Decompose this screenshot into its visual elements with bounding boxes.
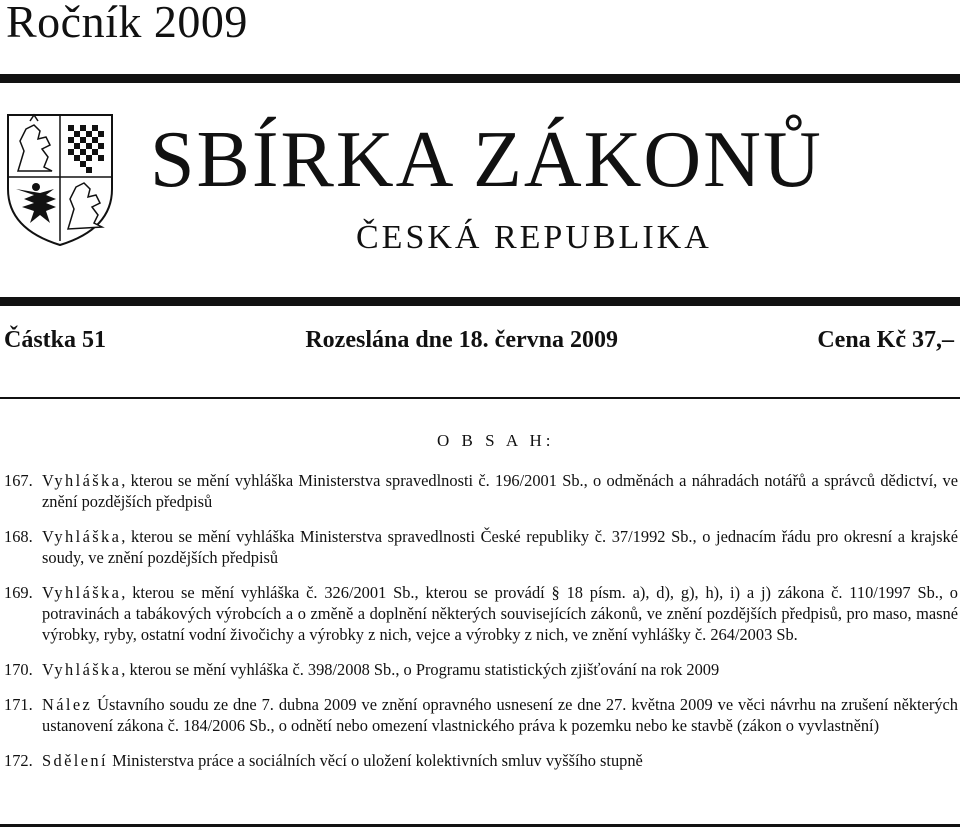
- issue-part: Částka 51: [4, 327, 107, 353]
- contents-heading: O B S A H:: [437, 431, 555, 450]
- item-kind: Vyhláška: [42, 583, 122, 602]
- item-kind: Nález: [42, 695, 93, 714]
- contents-item[interactable]: [4, 750, 958, 771]
- contents-item[interactable]: [4, 659, 958, 680]
- header-rule: [0, 297, 960, 306]
- item-text: , kterou se mění vyhláška Ministerstva spravedlnosti České republiky č. 37/1992 Sb., o jednacím řádu pro okresní a krajské soudy, ve znění pozdějších předpisů: [42, 527, 958, 567]
- item-kind: Vyhláška: [42, 471, 122, 490]
- item-number: 172.: [4, 751, 33, 770]
- contents-item[interactable]: [4, 526, 958, 568]
- issue-price: Cena Kč 37,–: [817, 327, 954, 353]
- issue-rule: [0, 397, 960, 399]
- top-rule: [0, 74, 960, 83]
- footer-rule: [0, 824, 960, 827]
- item-number: 171.: [4, 695, 33, 714]
- item-number: 167.: [4, 471, 33, 490]
- item-kind: Vyhláška: [42, 527, 122, 546]
- issue-info-row: [4, 325, 954, 355]
- item-text: , kterou se mění vyhláška č. 326/2001 Sb., kterou se provádí § 18 písm. a), d), g), h), i) a j) zákona č. 110/1997 Sb., o potravinách a tabákových výrobcích a o změně a doplnění některých souvisejících zákonů, ve znění pozdějších předpisů, pro maso, masné výrobky, ryby, ostatní vodní živočichy a výrobky z nich, vejce a výrobky z nich, ve znění vyhlášky č. 264/2003 Sb.: [42, 583, 958, 644]
- item-text: Ústavního soudu ze dne 7. dubna 2009 ve znění opravného usnesení ze dne 27. května 2009 ve věci návrhu na zrušení některých ustanovení zákona č. 184/2006 Sb., o odnětí nebo omezení vlastnického práva k pozemku nebo ke stavbě (zákon o vyvlastnění): [42, 695, 958, 735]
- gazette-title: SBÍRKA ZÁKONŮ: [150, 116, 823, 204]
- item-number: 168.: [4, 527, 33, 546]
- item-text: , kterou se mění vyhláška Ministerstva spravedlnosti č. 196/2001 Sb., o odměnách a náhradách notářů a správců dědictví, ve znění pozdějších předpisů: [42, 471, 958, 511]
- item-text: , kterou se mění vyhláška č. 398/2008 Sb., o Programu statistických zjišťování na rok 2009: [121, 660, 720, 679]
- item-kind: Sdělení: [42, 751, 108, 770]
- gazette-subtitle: ČESKÁ REPUBLIKA: [356, 219, 712, 256]
- issue-distributed-date: Rozeslána dne 18. června 2009: [305, 327, 618, 353]
- contents-item[interactable]: [4, 582, 958, 645]
- contents-item[interactable]: [4, 470, 958, 512]
- czech-coat-of-arms-icon: [4, 111, 116, 247]
- item-text: Ministerstva práce a sociálních věcí o uložení kolektivních smluv vyššího stupně: [107, 751, 643, 770]
- volume-year: Ročník 2009: [6, 0, 248, 47]
- item-number: 169.: [4, 583, 33, 602]
- item-number: 170.: [4, 660, 33, 679]
- item-kind: Vyhláška: [42, 660, 122, 679]
- contents-list: [4, 470, 958, 785]
- contents-item[interactable]: [4, 694, 958, 736]
